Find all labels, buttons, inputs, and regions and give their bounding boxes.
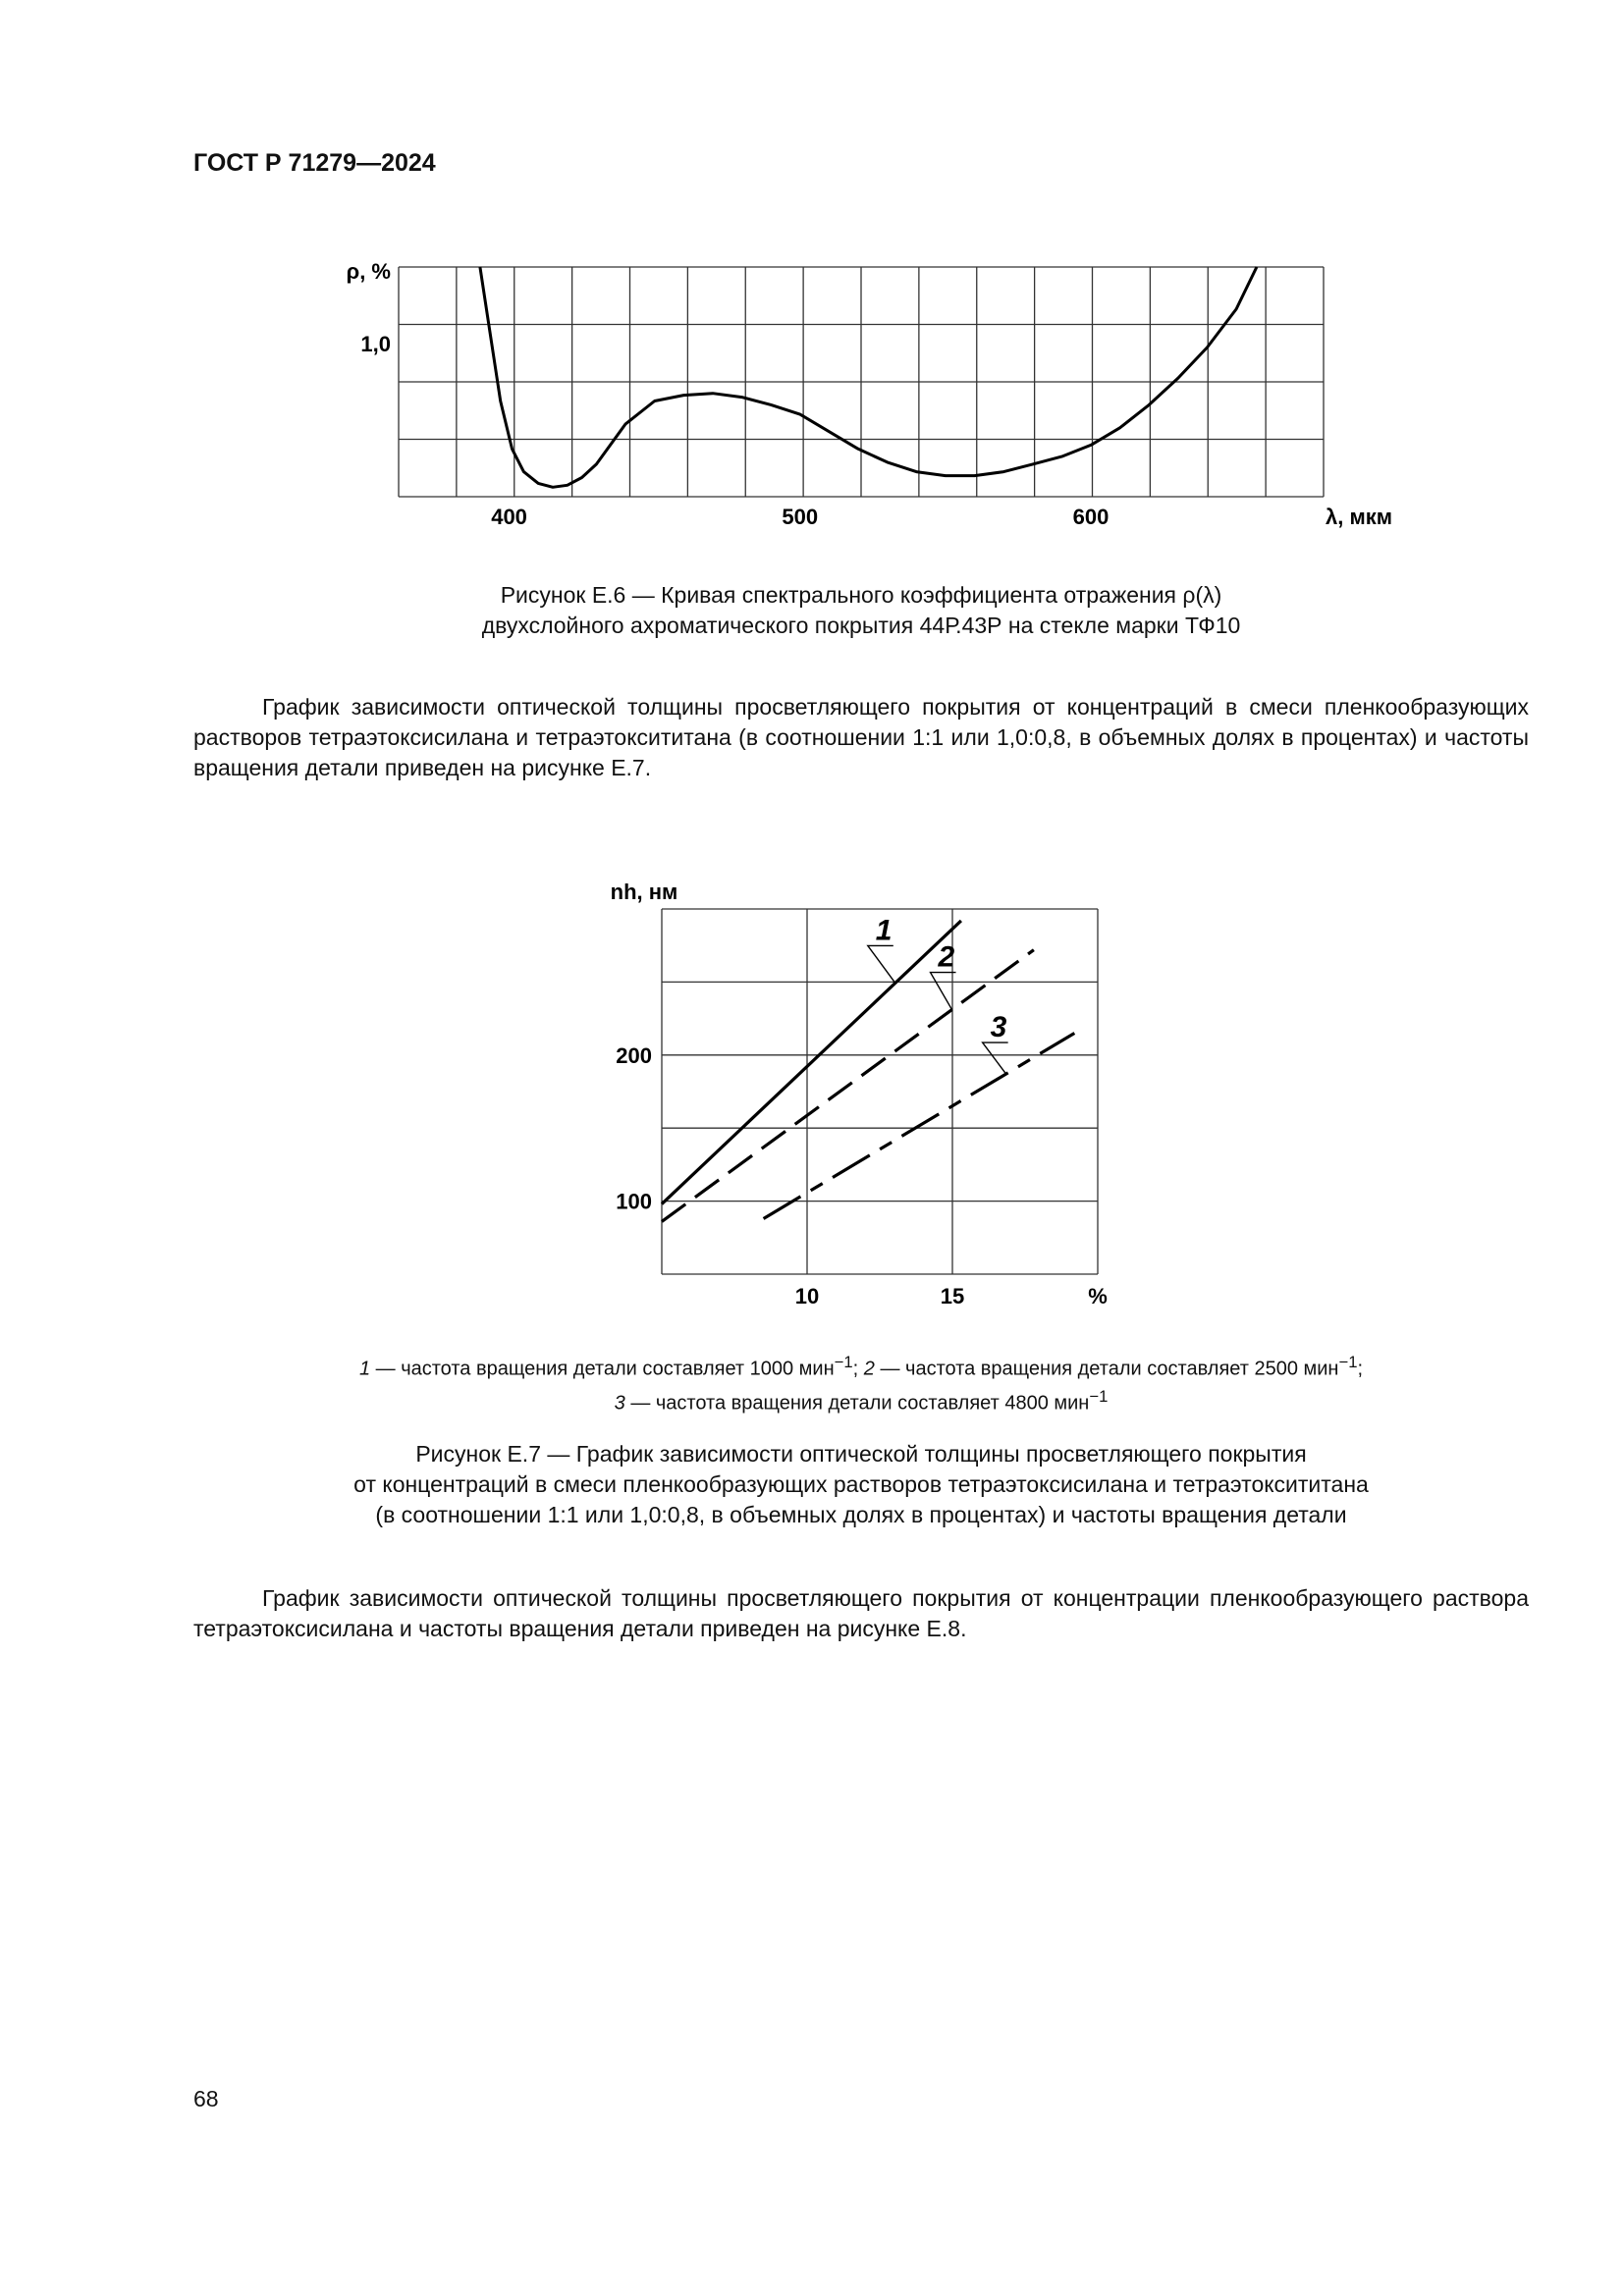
e7-leader-1 [868,945,895,983]
e7-series [662,921,1074,1222]
figure-e7-legend-line1 [193,1349,1529,1383]
e7-series-line-1 [662,921,961,1204]
figure-e6-caption [193,580,1529,641]
legend-sep-2: ; [1357,1358,1364,1380]
e6-xtick-label: 500 [782,505,819,529]
paragraph-2-text: График зависимости оптической толщины просветляющего покрытия от концентрации пленкообразующего раствора тетраэтоксисилана и частоты вращения детали приведен на рисунке Е.8. [193,1585,1529,1641]
legend-sup-3: −1 [1089,1386,1109,1406]
e7-ytick-label: 200 [616,1042,652,1068]
paragraph-2 [193,1583,1529,1644]
e7-series-label-2: 2 [938,940,955,974]
legend-text-3: — частота вращения детали составляет 4800 мин [624,1392,1090,1415]
figure-e6-caption-line1: Рисунок Е.6 — Кривая спектрального коэффициента отражения ρ(λ) [500,582,1222,608]
legend-number-3: 3 [614,1392,625,1415]
e7-ylabel: nh, нм [610,880,678,904]
e6-xtick-label: 600 [1072,505,1110,529]
e7-xlabel: % [1088,1284,1108,1308]
paragraph-1 [193,692,1529,783]
e6-labels [347,259,1392,529]
document-header: ГОСТ Р 71279—2024 [193,149,436,177]
e6-grid [399,267,1324,497]
legend-text-1: — частота вращения детали составляет 1000 мин [370,1358,835,1380]
figure-e7-caption [193,1439,1529,1530]
e7-series-label-1: 1 [875,914,893,947]
legend-sup-2: −1 [1338,1353,1358,1371]
legend-sep: ; [852,1358,864,1380]
paragraph-1-text: График зависимости оптической толщины просветляющего покрытия от концентраций в смеси пленкообразующих растворов тетраэтоксисилана и тетраэтоксититана (в соотношении 1:1 или 1,0:0,8, в объемных долях в процентах) и частоты вращения детали приведен на рисунке Е.7. [193,694,1529,780]
legend-number-2: 2 [863,1358,875,1380]
e6-ytick-label: 1,0 [360,332,391,356]
figure-e7-caption-line1: Рисунок Е.7 — График зависимости оптической толщины просветляющего покрытия [415,1441,1307,1467]
figure-e6-caption-line2: двухслойного ахроматического покрытия 44Р.43Р на стекле марки ТФ10 [481,613,1241,638]
e7-series-line-3 [764,1033,1075,1218]
e7-series-label-3: 3 [990,1011,1007,1044]
legend-text-2: — частота вращения детали составляет 2500 мин [874,1358,1339,1380]
e7-ytick-label: 100 [616,1189,652,1214]
e6-series-line [480,267,1257,487]
e6-series [480,267,1257,487]
legend-sup-1: −1 [834,1353,853,1371]
e7-labels [611,880,1108,1308]
figure-e7-legend [193,1349,1529,1416]
e7-grid [662,909,1098,1274]
e6-ylabel: ρ, % [346,259,391,284]
e7-series-line-2 [662,950,1034,1222]
figure-e7-caption-line3: (в соотношении 1:1 или 1,0:0,8, в объемных долях в процентах) и частоты вращения детали [375,1502,1347,1527]
figure-e6-chart [0,0,1624,550]
page-number: 68 [193,2086,219,2111]
e7-xtick-label: 10 [794,1284,820,1308]
legend-number-1: 1 [358,1358,371,1380]
e6-xtick-label: 400 [491,505,527,529]
figure-e7-legend-line2 [193,1383,1529,1417]
figure-e7-caption-line2: от концентраций в смеси пленкообразующих растворов тетраэтоксисилана и тетраэтоксититана [353,1471,1369,1497]
e7-xtick-label: 15 [940,1284,965,1308]
e7-leader-3 [983,1042,1008,1074]
figure-e7-chart [0,854,1624,1315]
e6-xlabel: λ, мкм [1325,505,1393,529]
